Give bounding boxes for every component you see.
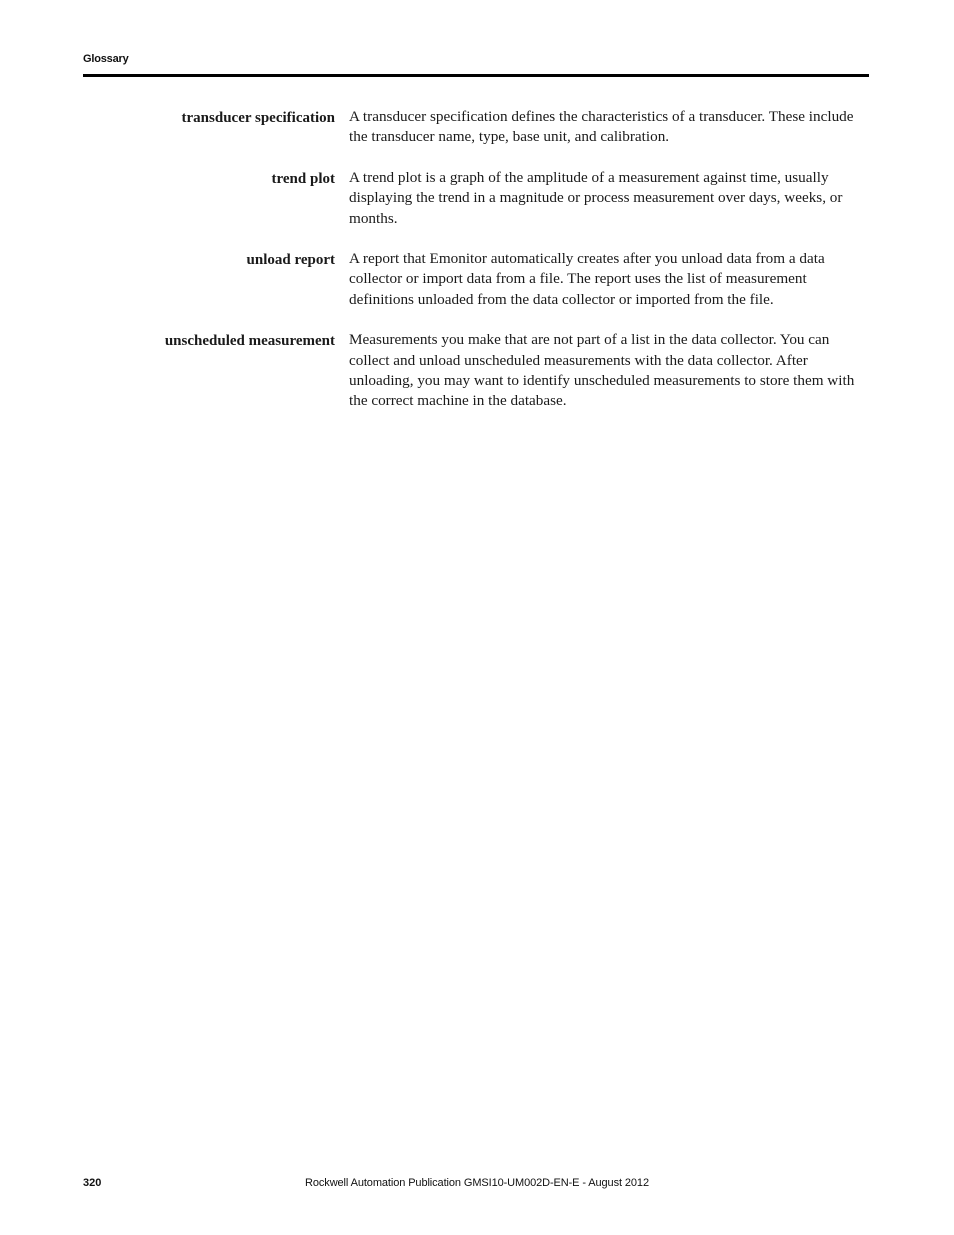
glossary-term: unscheduled measurement xyxy=(164,333,335,350)
glossary-term: transducer specification xyxy=(181,110,335,126)
glossary-definition: A report that Emonitor automatically creates after you unload data from a data collector or import data from a file. The report uses the list of measurement definitions unloaded from the data collector or imported from the file. xyxy=(349,250,825,308)
publication-info: Rockwell Automation Publication GMSI10-UM002D-EN-E - August 2012 xyxy=(305,1177,649,1189)
glossary-definition: A transducer specification defines the characteristics of a transducer. These include the transducer name, type, base unit, and calibration. xyxy=(349,108,854,146)
glossary-entry-unload-report xyxy=(83,249,869,310)
glossary-list xyxy=(83,107,869,432)
glossary-entry-unscheduled-measurement xyxy=(83,330,869,412)
page-number: 320 xyxy=(83,1177,102,1189)
glossary-term: trend plot xyxy=(271,170,335,187)
glossary-entry-transducer-specification xyxy=(83,107,869,148)
section-header: Glossary xyxy=(83,53,129,65)
glossary-definition: Measurements you make that are not part of a list in the data collector. You can collect and unload unscheduled measurements with the data collector. After unloading, you may want to identify unscheduled measurements to store them with the correct machine in the database. xyxy=(349,331,855,410)
header-divider xyxy=(83,74,869,77)
glossary-entry-trend-plot xyxy=(83,168,869,229)
glossary-definition: A trend plot is a graph of the amplitude of a measurement against time, usually displaying the trend in a magnitude or process measurement over days, weeks, or months. xyxy=(349,168,843,227)
glossary-term: unload report xyxy=(246,252,335,269)
